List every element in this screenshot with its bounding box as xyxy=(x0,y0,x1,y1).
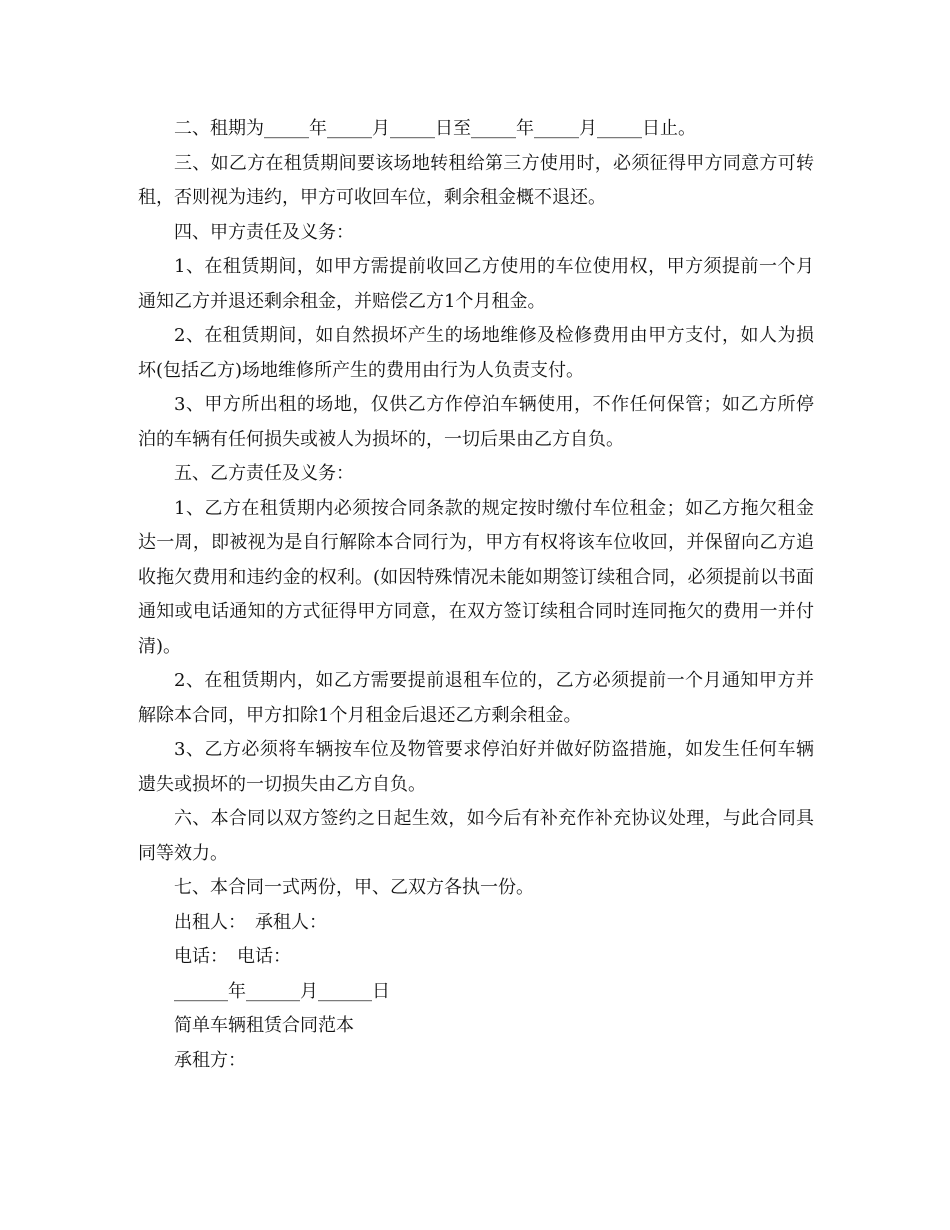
contract-body xyxy=(138,112,814,1078)
clause-copies: 七、本合同一式两份，甲、乙双方各执一份。 xyxy=(174,877,534,898)
section-heading-party-b: 五、乙方责任及义务： xyxy=(174,463,354,484)
clause-sublease: 三、如乙方在租赁期间要该场地转租给第三方使用时，必须征得甲方同意方可转租，否则视为违约，甲方可收回车位，剩余租金概不退还。 xyxy=(138,152,814,208)
clause-party-b-2: 2、在租赁期内，如乙方需要提前退租车位的，乙方必须提前一个月通知甲方并解除本合同，甲方扣除1个月租金后退还乙方剩余租金。 xyxy=(138,670,814,726)
clause-party-b-3: 3、乙方必须将车辆按车位及物管要求停泊好并做好防盗措施，如发生任何车辆遗失或损坏的一切损失由乙方自负。 xyxy=(138,739,814,795)
lessee-label: 承租方： xyxy=(174,1049,246,1071)
clause-lease-term: 二、租期为_____年_____月_____日至_____年_____月_____日止。 xyxy=(174,118,696,139)
clause-party-b-1: 1、乙方在租赁期内必须按合同条款的规定按时缴付车位租金；如乙方拖欠租金达一周，即被视为是自行解除本合同行为，甲方有权将该车位收回，并保留向乙方追收拖欠费用和违约金的权利。(如因特殊情况未能如期签订续租合同，必须提前以书面通知或电话通知的方式征得甲方同意，在双方签订续租合同时连同拖欠的费用一并付清)。 xyxy=(138,497,814,657)
signature-phones: 电话： 电话： xyxy=(174,946,291,967)
clause-party-a-2: 2、在租赁期间，如自然损坏产生的场地维修及检修费用由甲方支付，如人为损坏(包括乙方)场地维修所产生的费用由行为人负责支付。 xyxy=(138,325,814,381)
clause-effective: 六、本合同以双方签约之日起生效，如今后有补充作补充协议处理，与此合同具同等效力。 xyxy=(138,808,814,864)
next-document-title: 简单车辆租赁合同范本 xyxy=(174,1015,354,1036)
section-heading-party-a: 四、甲方责任及义务： xyxy=(174,221,354,243)
signature-date: ______年______月______日 xyxy=(174,980,390,1002)
clause-party-a-3: 3、甲方所出租的场地，仅供乙方作停泊车辆使用，不作任何保管；如乙方所停泊的车辆有任何损失或被人为损坏的，一切后果由乙方自负。 xyxy=(138,394,814,450)
signature-parties: 出租人： 承租人： xyxy=(174,911,327,933)
clause-party-a-1: 1、在租赁期间，如甲方需提前收回乙方使用的车位使用权，甲方须提前一个月通知乙方并退还剩余租金，并赔偿乙方1个月租金。 xyxy=(138,256,814,312)
